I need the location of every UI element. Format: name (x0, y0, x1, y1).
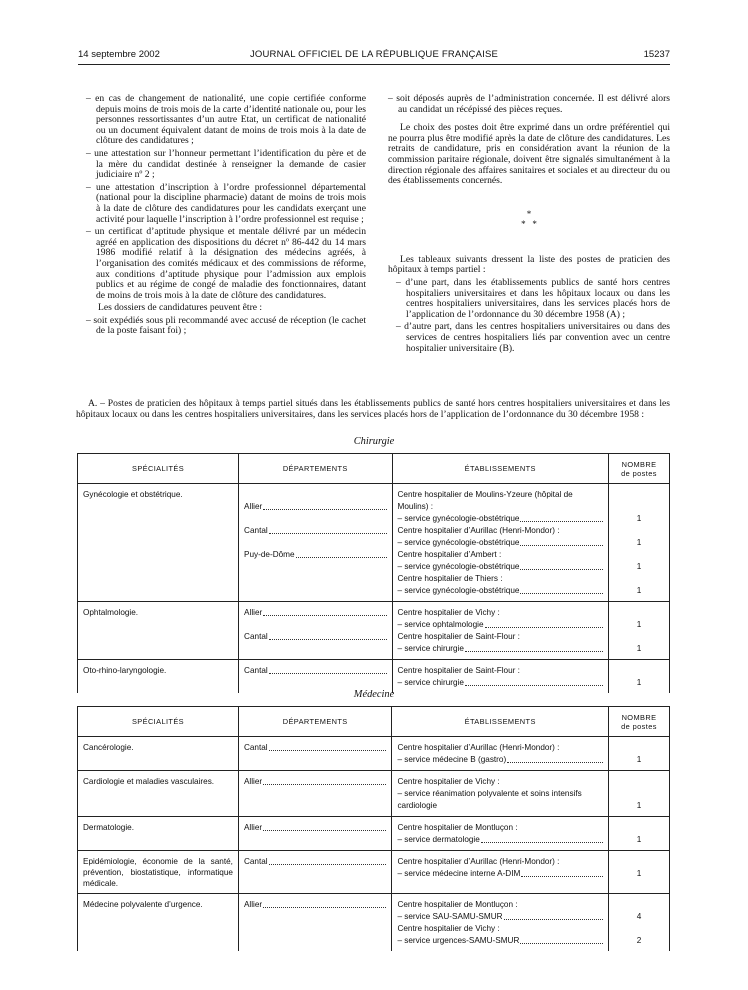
column-header-etablissements: ÉTABLISSEMENTS (392, 454, 609, 484)
departement-cell (239, 602, 392, 660)
post-count: 1 (636, 514, 642, 523)
hospital-name: Centre hospitalier de Thiers : (397, 574, 503, 583)
table-row (78, 894, 670, 952)
dot-leader (263, 784, 386, 785)
dot-leader (263, 615, 386, 616)
column-header-departements: DÉPARTEMENTS (238, 707, 391, 737)
spacer (614, 856, 664, 868)
etablissement-line (397, 868, 603, 880)
etablissement-line (398, 643, 604, 655)
service-name: – service gynécologie-obstétrique (397, 586, 520, 595)
departement-entry (244, 631, 386, 643)
column-header-departements: DÉPARTEMENTS (239, 454, 392, 484)
departement-name: Puy-de-Dôme (244, 550, 295, 559)
post-count: 1 (636, 678, 642, 687)
etablissement-line (397, 776, 603, 788)
departement-name: Allier (243, 823, 263, 832)
header-de-postes: de postes (621, 721, 657, 731)
dot-leader (269, 750, 387, 751)
etablissement-line (398, 513, 604, 525)
departement-entry (244, 899, 386, 911)
post-count: 1 (636, 755, 642, 764)
etablissement-cell (392, 602, 609, 660)
header-rule (78, 64, 670, 65)
post-count: 1 (636, 835, 642, 844)
left-column (86, 94, 366, 339)
service-name: – service réanimation polyvalente et soins intensifs cardiologie (397, 789, 582, 810)
specialite-text: Ophtalmologie. (83, 608, 139, 617)
spacer (614, 489, 664, 513)
etablissement-line (398, 585, 604, 597)
etablissement-line (398, 525, 604, 537)
table-header-row (78, 707, 670, 737)
dot-leader (507, 762, 603, 763)
spacer (614, 525, 664, 537)
spacer (244, 834, 386, 846)
etablissement-line (397, 856, 603, 868)
etablissement-cell (392, 771, 609, 817)
etablissement-line (398, 573, 604, 585)
etablissement-line (398, 607, 604, 619)
column-header-specialites: SPÉCIALITÉS (78, 454, 239, 484)
service-name: – service gynécologie-obstétrique (397, 538, 520, 547)
departement-cell (238, 737, 391, 771)
specialite-cell (78, 737, 239, 771)
paragraph: Le choix des postes doit être exprimé dans un ordre préférentiel qui ne pourra plus être modifié après la date de clôture des candidatures. Les retraits de candidature, pris en considération avant la réunion de la commission paritaire régionale, doivent être signalés simultanément à la direction régionale des affaires sanitaires et sociales et au directeur du ou des établissements concernés. (388, 122, 670, 187)
specialite-cell (78, 817, 239, 851)
spacer (244, 677, 386, 689)
dot-leader (269, 673, 387, 674)
spacer (614, 822, 664, 834)
hospital-name: Centre hospitalier d’Aurillac (Henri-Mondor) : (397, 857, 560, 866)
dot-leader (269, 864, 387, 865)
spacer (244, 619, 386, 631)
hospital-name: Centre hospitalier de Vichy : (397, 777, 500, 786)
hospital-name: Centre hospitalier de Vichy : (397, 608, 500, 617)
departement-name: Cantal (244, 632, 268, 641)
post-count: 4 (636, 912, 642, 921)
post-count: 1 (636, 538, 642, 547)
post-count: 1 (636, 586, 642, 595)
specialite-text: Cardiologie et maladies vasculaires. (83, 777, 215, 786)
hospital-name: Centre hospitalier de Moulins-Yzeure (hôpital de Moulins) : (397, 490, 573, 511)
etablissement-line (397, 899, 603, 911)
specialite-text: Epidémiologie, économie de la santé, prévention, biostatistique, informatique médicale. (83, 857, 233, 888)
post-count: 1 (636, 562, 642, 571)
section-a-intro (76, 399, 670, 420)
etablissement-cell (392, 817, 609, 851)
dot-leader (520, 545, 603, 546)
dot-leader (504, 919, 603, 920)
list-item: – soit expédiés sous pli recommandé avec accusé de réception (le cachet de la poste faisant foi) ; (86, 314, 366, 337)
specialite-text: Médecine polyvalente d’urgence. (83, 900, 203, 909)
spacer (614, 899, 664, 911)
dot-leader (263, 907, 386, 908)
spacer (244, 911, 386, 923)
post-count: 1 (636, 644, 642, 653)
hospital-name: Centre hospitalier de Vichy : (397, 924, 500, 933)
list-item: – en cas de changement de nationalité, une copie certifiée conforme depuis moins de trois mois de la carte d’identité nationale ou, pour les personnes ressortissantes d’un autre Etat, un certificat de nationalité ou un document équivalent datant de moins de trois mois à la date de clôture des candidatures ; (86, 93, 366, 147)
spacer (244, 923, 386, 935)
departement-name: Allier (244, 502, 263, 511)
dot-leader (520, 569, 603, 570)
spacer (614, 923, 664, 935)
list-item: – d’une part, dans les établissements publics de santé hors centres hospitaliers universitaires et dans les hôpitaux locaux ou dans les centres hospitaliers universitaires, dans les services placés hors de l’application de l’ordonnance du 30 décembre 1958 (A) ; (396, 276, 670, 320)
post-count: 1 (636, 801, 642, 810)
post-count: 1 (636, 869, 642, 878)
hospital-name: Centre hospitalier d’Aurillac (Henri-Mondor) : (397, 526, 560, 535)
etablissement-line (397, 788, 603, 812)
specialite-text: Oto-rhino-laryngologie. (83, 666, 167, 675)
dot-leader (521, 876, 603, 877)
service-name: – service urgences-SAMU-SMUR (397, 936, 520, 945)
spacer (614, 631, 664, 643)
hospital-name: Centre hospitalier de Montluçon : (397, 823, 518, 832)
hospital-name: Centre hospitalier de Saint-Flour : (397, 666, 520, 675)
departement-name: Cantal (243, 857, 268, 866)
spacer (244, 537, 386, 549)
service-name: – service ophtalmologie (397, 620, 484, 629)
specialite-text: Cancérologie. (83, 743, 134, 752)
dot-leader (520, 943, 603, 944)
spacer (244, 561, 386, 573)
specialite-text: Dermatologie. (83, 823, 134, 832)
service-name: – service médecine B (gastro) (397, 755, 507, 764)
etablissement-line (397, 911, 603, 923)
service-name: – service gynécologie-obstétrique (397, 514, 520, 523)
departement-entry (244, 742, 386, 754)
column-header-etablissements: ÉTABLISSEMENTS (392, 707, 609, 737)
dot-leader (269, 639, 387, 640)
table-row (78, 737, 670, 771)
departement-cell (239, 660, 392, 694)
departement-name: Allier (243, 777, 263, 786)
dot-leader (296, 557, 387, 558)
etablissement-line (398, 665, 604, 677)
departement-cell (238, 894, 391, 952)
table-caption-medecine: Médecine (353, 689, 395, 700)
spacer (244, 868, 386, 880)
dot-leader (520, 593, 603, 594)
service-name: – service médecine interne A-DIM (397, 869, 521, 878)
dot-leader (481, 842, 603, 843)
dot-leader (485, 627, 603, 628)
service-name: – service chirurgie (397, 644, 464, 653)
dot-leader (269, 533, 387, 534)
hospital-name: Centre hospitalier d’Ambert : (397, 550, 502, 559)
specialite-cell (78, 602, 239, 660)
post-count: 2 (636, 936, 642, 945)
departement-entry (244, 665, 386, 677)
specialite-cell (78, 851, 239, 894)
spacer (614, 742, 664, 754)
table-row (78, 484, 670, 602)
etablissement-line (398, 561, 604, 573)
nombre-cell (609, 484, 670, 602)
service-name: – service SAU-SAMU-SMUR (397, 912, 503, 921)
etablissement-line (397, 834, 603, 846)
list-item: – une attestation sur l’honneur permettant l’identification du père et de la mère du candidat destinée à renseigner la demande de casier judiciaire nº 2 ; (86, 147, 366, 181)
table-chirurgie (77, 453, 670, 693)
list-item: – un certificat d’aptitude physique et mentale délivré par un médecin agréé en application des dispositions du décret nº 86-442 du 14 mars 1986 modifié relatif à la désignation des médecins agréés, à l’organisation des comités médicaux et des commissions de réforme, aux conditions d’aptitude physique pour l’admission aux emplois publics et au régime de congé de maladie des fonctionnaires, datant de moins de trois mois à la date de clôture des candidatures. (86, 226, 366, 301)
specialite-cell (78, 660, 239, 694)
nombre-cell (609, 660, 670, 694)
departement-entry (244, 776, 386, 788)
etablissement-cell (392, 484, 609, 602)
etablissement-cell (392, 737, 609, 771)
header-date: 14 septembre 2002 (78, 49, 160, 60)
hospital-name: Centre hospitalier de Saint-Flour : (397, 632, 520, 641)
etablissement-cell (392, 894, 609, 952)
departement-name: Cantal (244, 666, 268, 675)
departement-name: Allier (243, 900, 263, 909)
departement-cell (238, 851, 391, 894)
departement-cell (239, 484, 392, 602)
etablissement-line (397, 742, 603, 754)
spacer (614, 776, 664, 788)
spacer (614, 549, 664, 561)
table-row (78, 851, 670, 894)
table-caption-chirurgie: Chirurgie (353, 436, 395, 447)
section-separator (388, 209, 670, 229)
page-number: 15237 (643, 49, 670, 60)
service-name: – service dermatologie (397, 835, 480, 844)
departement-name: Allier (244, 608, 263, 617)
spacer (244, 573, 386, 585)
etablissement-line (397, 923, 603, 935)
journal-title: JOURNAL OFFICIEL DE LA RÉPUBLIQUE FRANÇAISE (249, 49, 499, 60)
etablissement-line (398, 631, 604, 643)
etablissement-line (397, 822, 603, 834)
dot-leader (263, 509, 386, 510)
spacer (614, 607, 664, 619)
spacer (244, 754, 386, 766)
star-bottom: * * (521, 218, 537, 229)
etablissement-line (397, 935, 603, 947)
spacer (244, 513, 386, 525)
header-nombre: NOMBRE (621, 712, 657, 722)
departement-entry (244, 856, 386, 868)
nombre-cell (608, 771, 669, 817)
star-top: * (526, 208, 532, 219)
dot-leader (263, 830, 386, 831)
etablissement-line (398, 489, 604, 513)
departement-entry (244, 549, 386, 561)
table-medecine (77, 706, 670, 951)
etablissement-line (398, 677, 604, 689)
departement-cell (238, 817, 391, 851)
specialite-cell (78, 484, 239, 602)
departement-entry (244, 822, 386, 834)
column-header-nombre (608, 707, 669, 737)
spacer (244, 585, 386, 597)
departement-name: Cantal (243, 743, 268, 752)
header-nombre: NOMBRE (621, 459, 657, 469)
post-count: 1 (636, 620, 642, 629)
table-row (78, 660, 670, 694)
specialite-cell (78, 771, 239, 817)
spacer (614, 665, 664, 677)
etablissement-cell (392, 851, 609, 894)
departement-entry (244, 489, 386, 513)
spacer (614, 573, 664, 585)
right-column (388, 94, 670, 356)
spacer (244, 643, 386, 655)
service-name: – service chirurgie (397, 678, 464, 687)
paragraph: Les dossiers de candidatures peuvent être : (98, 302, 263, 314)
nombre-cell (609, 602, 670, 660)
etablissement-line (398, 537, 604, 549)
departement-name: Cantal (244, 526, 268, 535)
list-item: – d’autre part, dans les centres hospitaliers universitaires ou dans des services de centres hospitaliers liés par convention avec un centre hospitalier universitaire (B). (396, 321, 670, 354)
table-row (78, 771, 670, 817)
service-name: – service gynécologie-obstétrique (397, 562, 520, 571)
etablissement-line (397, 754, 603, 766)
list-item: – une attestation d’inscription à l’ordre professionnel départemental (national pour la discipline pharmacie) datant de moins de trois mois à la date de clôture des candidatures pour les candidats exerçant une activité pour laquelle l’inscription à l’ordre professionnel est requise ; (86, 181, 366, 225)
hospital-name: Centre hospitalier de Montluçon : (397, 900, 518, 909)
dot-leader (520, 521, 603, 522)
departement-entry (244, 525, 386, 537)
nombre-cell (608, 851, 669, 894)
nombre-cell (608, 817, 669, 851)
section-a-text: A. – Postes de praticien des hôpitaux à temps partiel situés dans les établissements publics de santé hors centres hospitaliers universitaires et dans les hôpitaux locaux ou dans les centres hospitaliers universitaires, dans les services placés hors de l’application de l’ordonnance du 30 décembre 1958 : (76, 398, 670, 420)
table-row (78, 817, 670, 851)
table-row (78, 602, 670, 660)
column-header-nombre (609, 454, 670, 484)
specialite-text: Gynécologie et obstétrique. (83, 490, 183, 499)
nombre-cell (608, 894, 669, 952)
paragraph: Les tableaux suivants dressent la liste des postes de praticien des hôpitaux à temps partiel : (388, 253, 670, 276)
spacer (244, 935, 386, 947)
specialite-cell (78, 894, 239, 952)
hospital-name: Centre hospitalier d’Aurillac (Henri-Mondor) : (397, 743, 560, 752)
dot-leader (465, 685, 603, 686)
table-header-row (78, 454, 670, 484)
dot-leader (465, 651, 603, 652)
etablissement-line (398, 549, 604, 561)
etablissement-line (398, 619, 604, 631)
etablissement-cell (392, 660, 609, 694)
nombre-cell (608, 737, 669, 771)
header-de-postes: de postes (621, 468, 657, 478)
departement-entry (244, 607, 386, 619)
column-header-specialites: SPÉCIALITÉS (78, 707, 239, 737)
spacer (244, 788, 386, 812)
list-item: – soit déposés auprès de l’administration concernée. Il est délivré alors au candidat un récépissé des pièces reçues. (388, 93, 670, 115)
page-header (78, 49, 670, 63)
departement-cell (238, 771, 391, 817)
